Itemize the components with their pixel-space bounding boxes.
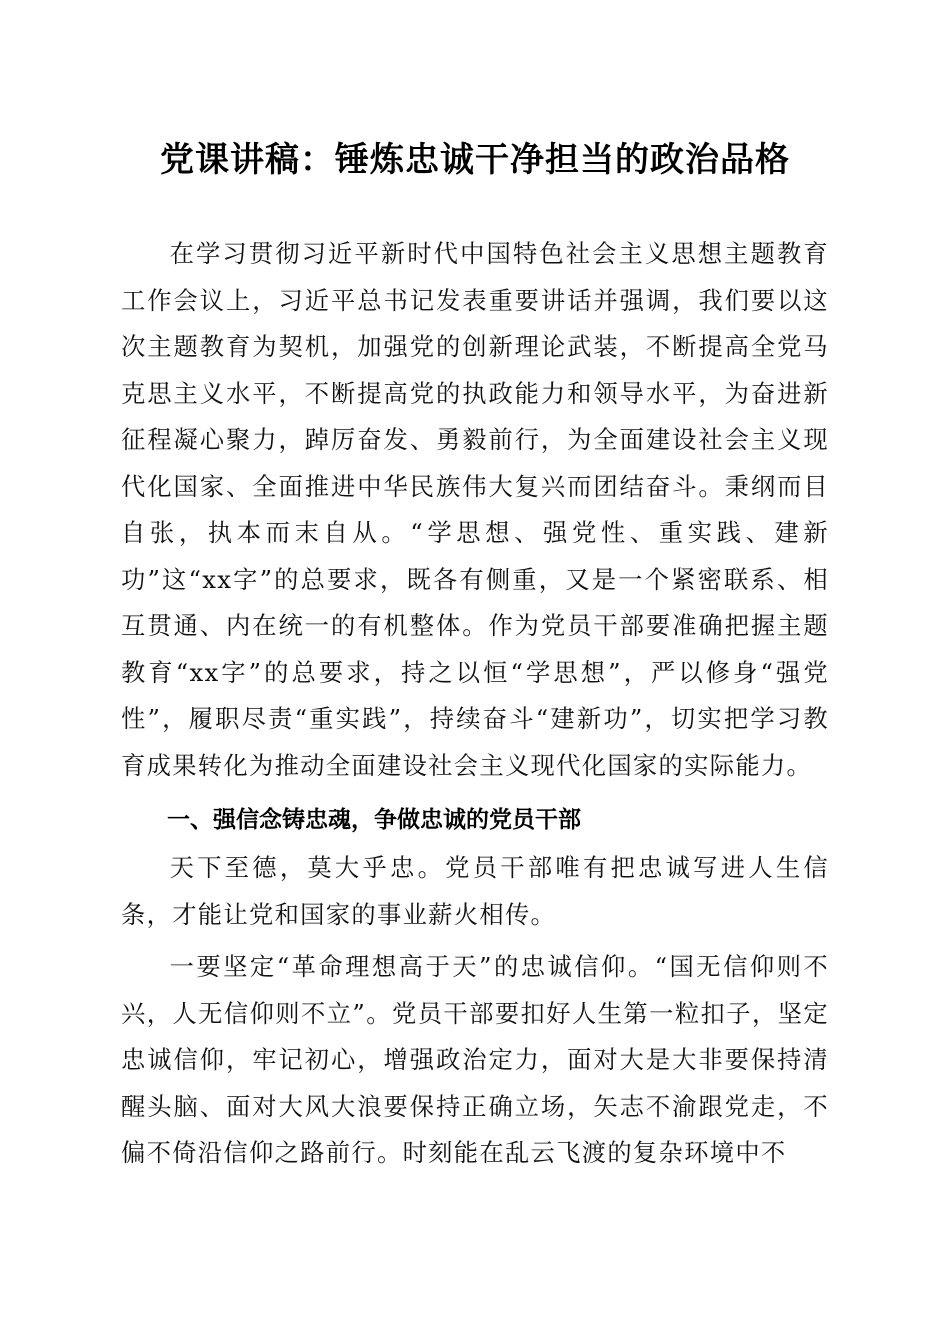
body-paragraph: 天下至德，莫大乎忠。党员干部唯有把忠诚写进人生信条，才能让党和国家的事业薪火相传。	[121, 853, 829, 929]
document-title: 党课讲稿：锤炼忠诚干净担当的政治品格	[160, 140, 790, 180]
document-body	[121, 231, 829, 1177]
body-paragraph: 一要坚定“革命理想高于天”的忠诚信仰。“国无信仰则不兴，人无信仰则不立”。党员干部要扣好人生第一粒扣子，坚定忠诚信仰，牢记初心，增强政治定力，面对大是大非要保持清醒头脑、面对大风大浪要保持正确立场，矢志不渝跟党走，不偏不倚沿信仰之路前行。时刻能在乱云飞渡的复杂环境中不	[121, 952, 829, 1167]
intro-paragraph: 在学习贯彻习近平新时代中国特色社会主义思想主题教育工作会议上，习近平总书记发表重要讲话并强调，我们要以这次主题教育为契机，加强党的创新理论武装，不断提高全党马克思主义水平，不断提高党的执政能力和领导水平，为奋进新征程凝心聚力，踔厉奋发、勇毅前行，为全面建设社会主义现代化国家、全面推进中华民族伟大复兴而团结奋斗。秉纲而目自张，执本而末自从。“学思想、强党性、重实践、建新功”这“xx字”的总要求，既各有侧重，又是一个紧密联系、相互贯通、内在统一的有机整体。作为党员干部要准确把握主题教育“xx字”的总要求，持之以恒“学思想”，严以修身“强党性”，履职尽责“重实践”，持续奋斗“建新功”，切实把学习教育成果转化为推动全面建设社会主义现代化国家的实际能力。	[121, 239, 829, 780]
section-heading: 一、强信念铸忠魂，争做忠诚的党员干部	[167, 807, 581, 833]
